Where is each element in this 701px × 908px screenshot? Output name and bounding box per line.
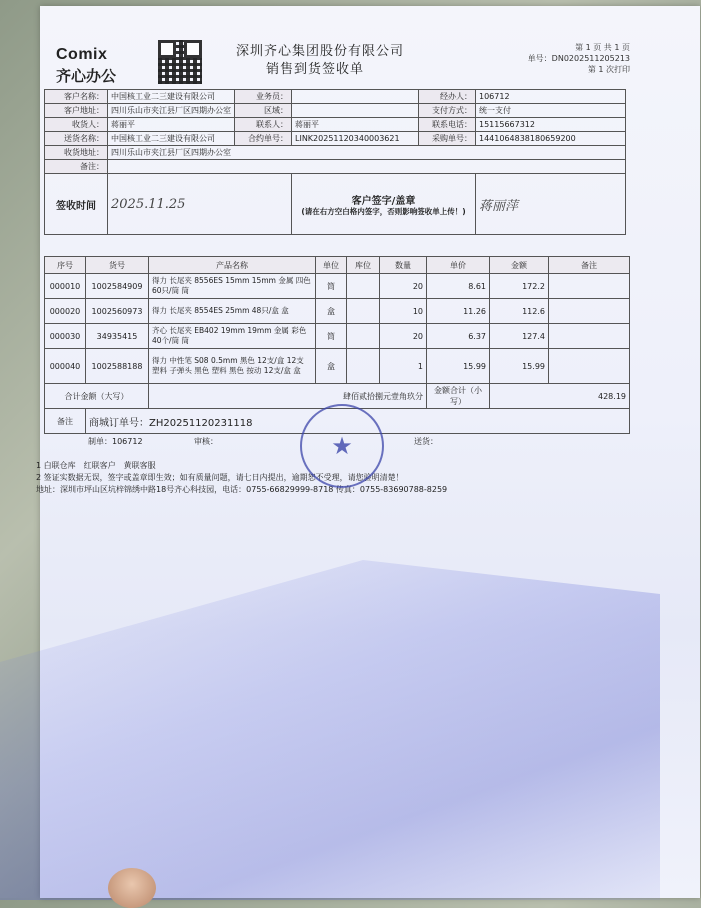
- col-amount: 金额: [490, 257, 549, 274]
- item-loc: [347, 274, 380, 299]
- item-amount: 15.99: [490, 349, 549, 384]
- note-1: 1 白联仓库 红联客户 黄联客服: [36, 461, 156, 470]
- label: 区域：: [235, 104, 292, 118]
- remark-value: 商城订单号：ZH20251120231118: [86, 409, 630, 434]
- region: [292, 104, 419, 118]
- label: 合约单号：: [235, 132, 292, 146]
- print-count: 第 1 次打印: [587, 65, 630, 74]
- customer-address: 四川乐山市夹江县厂区四期办公室: [108, 104, 235, 118]
- handler: 106712: [476, 90, 626, 104]
- sign-note: (请在右方空白格内签字，否则影响签收单上传！): [301, 206, 466, 216]
- item-qty: 1: [380, 349, 427, 384]
- item-loc: [347, 349, 380, 384]
- label: 支付方式：: [419, 104, 476, 118]
- company-title: 深圳齐心集团股份有限公司: [236, 44, 405, 59]
- label: 联系人：: [235, 118, 292, 132]
- sign-time-label: 签收时间: [45, 174, 108, 235]
- item-price: 15.99: [427, 349, 490, 384]
- label: 客户名称：: [45, 90, 108, 104]
- table-row: [45, 349, 630, 384]
- item-loc: [347, 299, 380, 324]
- finger-tip: [108, 868, 156, 908]
- items-header-row: [45, 257, 630, 274]
- footer-notes: [36, 460, 447, 496]
- item-qty: 20: [380, 324, 427, 349]
- label: 客户地址：: [45, 104, 108, 118]
- contact: 蒋丽平: [292, 118, 419, 132]
- po-number: 1441064838180659200: [476, 132, 626, 146]
- label: 业务员：: [235, 90, 292, 104]
- item-seq: 000010: [45, 274, 86, 299]
- deliverer: 送货：: [414, 437, 438, 446]
- label: 收货人：: [45, 118, 108, 132]
- salesman: [292, 90, 419, 104]
- table-row: [45, 274, 630, 299]
- col-loc: 库位: [347, 257, 380, 274]
- page-count: 第 1 页 共 1 页: [575, 43, 630, 52]
- maker: 制单：106712: [88, 437, 143, 446]
- item-sku: 1002588188: [86, 349, 149, 384]
- header-remark: [108, 160, 626, 174]
- qr-code-icon: [158, 40, 202, 84]
- doc-number: 单号：DN0202511205213: [527, 54, 630, 63]
- item-unit: 筒: [316, 324, 347, 349]
- item-note: [549, 299, 630, 324]
- item-name: 得力 长尾夹 8554ES 25mm 48只/盒 盒: [149, 299, 316, 324]
- item-note: [549, 324, 630, 349]
- item-amount: 172.2: [490, 274, 549, 299]
- item-seq: 000020: [45, 299, 86, 324]
- table-row: [45, 299, 630, 324]
- signature-handwritten: 蒋丽萍: [479, 198, 519, 214]
- comix-logo: [56, 46, 116, 86]
- item-amount: 127.4: [490, 324, 549, 349]
- reviewer: 审核：: [194, 437, 218, 446]
- col-seq: 序号: [45, 257, 86, 274]
- customer-name: 中国核工业二三建设有限公司: [108, 90, 235, 104]
- label: 送货名称：: [45, 132, 108, 146]
- col-unit: 单位: [316, 257, 347, 274]
- header-table: [44, 89, 626, 235]
- contract-number: LINK20251120340003621: [292, 132, 419, 146]
- item-amount: 112.6: [490, 299, 549, 324]
- item-unit: 盒: [316, 299, 347, 324]
- total-lower-value: 428.19: [490, 384, 630, 409]
- item-qty: 10: [380, 299, 427, 324]
- item-seq: 000040: [45, 349, 86, 384]
- sign-label: 客户签字/盖章: [351, 195, 416, 207]
- receive-address: 四川乐山市夹江县厂区四期办公室: [108, 146, 626, 160]
- total-upper-value: 肆佰贰拾捌元壹角玖分: [149, 384, 427, 409]
- item-sku: 1002584909: [86, 274, 149, 299]
- item-sku: 1002560973: [86, 299, 149, 324]
- item-loc: [347, 324, 380, 349]
- star-icon: ★: [331, 432, 353, 460]
- item-sku: 34935415: [86, 324, 149, 349]
- item-qty: 20: [380, 274, 427, 299]
- company-address: 地址：深圳市坪山区坑梓锦绣中路18号齐心科技园，电话：0755-66829999-8718 传真：0755-83690788-8259: [36, 485, 448, 494]
- item-note: [549, 349, 630, 384]
- total-upper-label: 合计金额（大写）: [45, 384, 149, 409]
- sign-time: [108, 174, 292, 235]
- logo-brand: Comix: [56, 46, 108, 63]
- item-unit: 筒: [316, 274, 347, 299]
- company-stamp: [300, 404, 384, 488]
- logo-cn: 齐心办公: [56, 67, 117, 85]
- label: 备注：: [45, 160, 108, 174]
- col-note: 备注: [549, 257, 630, 274]
- sign-instruction: [292, 174, 476, 235]
- item-price: 11.26: [427, 299, 490, 324]
- label: 收货地址：: [45, 146, 108, 160]
- item-unit: 盒: [316, 349, 347, 384]
- doc-title: 销售到货签收单: [266, 62, 365, 77]
- label: 采购单号：: [419, 132, 476, 146]
- page-info: [480, 42, 630, 75]
- col-sku: 货号: [86, 257, 149, 274]
- remark-label: 备注: [45, 409, 86, 434]
- item-note: [549, 274, 630, 299]
- item-name: 得力 长尾夹 8556ES 15mm 15mm 金属 四色 60只/筒 筒: [149, 274, 316, 299]
- item-name: 齐心 长尾夹 EB402 19mm 19mm 金属 彩色 40个/筒 筒: [149, 324, 316, 349]
- label: 联系电话：: [419, 118, 476, 132]
- signature-box[interactable]: [476, 174, 626, 235]
- total-lower-label: 金额合计（小写）: [427, 384, 490, 409]
- sign-date-handwritten: 2025.11.25: [111, 196, 186, 212]
- item-seq: 000030: [45, 324, 86, 349]
- col-name: 产品名称: [149, 257, 316, 274]
- payment-method: 统一支付: [476, 104, 626, 118]
- item-name: 得力 中性笔 S08 0.5mm 黑色 12支/盒 12支 塑料 子弹头 黑色 塑料 黑色 按动 12支/盒 盒: [149, 349, 316, 384]
- item-price: 6.37: [427, 324, 490, 349]
- col-qty: 数量: [380, 257, 427, 274]
- table-row: [45, 324, 630, 349]
- phone: 15115667312: [476, 118, 626, 132]
- label: 经办人：: [419, 90, 476, 104]
- col-price: 单价: [427, 257, 490, 274]
- ship-to: 中国核工业二三建设有限公司: [108, 132, 235, 146]
- note-2: 2 签证实数据无误，签字或盖章即生效；如有质量问题，请七日内提出，逾期恕不受理，请您验明清楚！: [36, 473, 404, 482]
- receiver: 蒋丽平: [108, 118, 235, 132]
- item-price: 8.61: [427, 274, 490, 299]
